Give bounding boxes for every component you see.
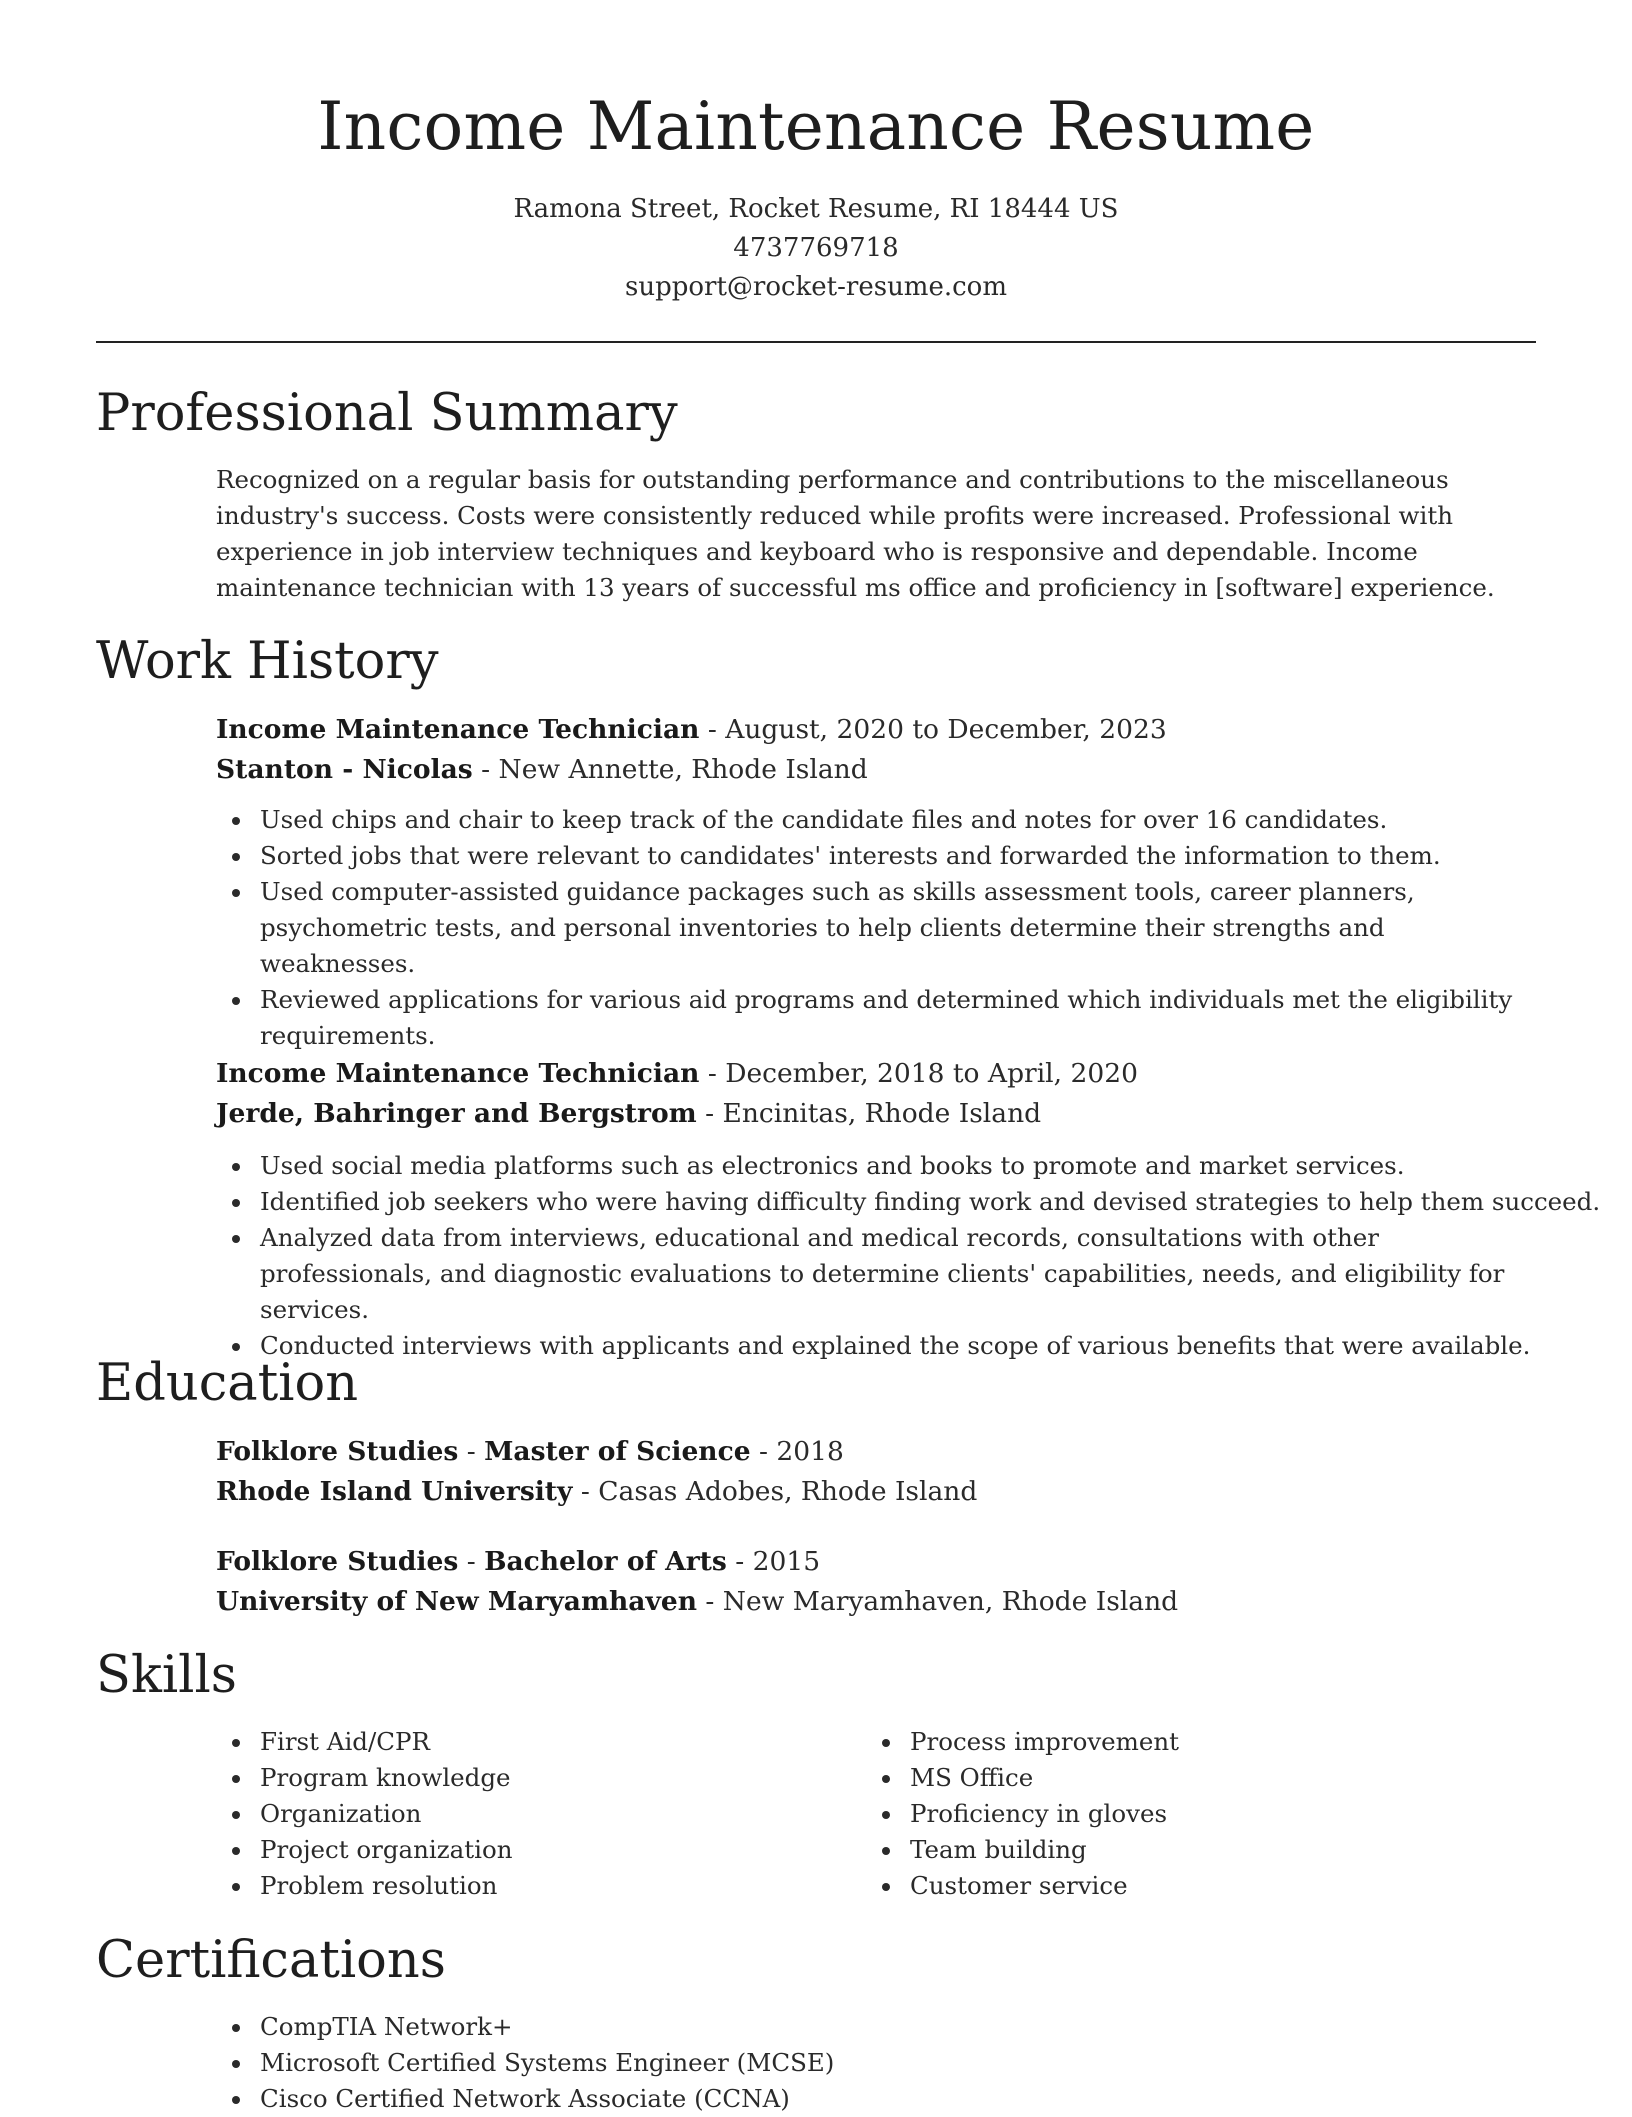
certifications-block — [216, 2009, 1541, 2117]
edu-school: University of New Maryamhaven — [216, 1586, 697, 1617]
work-history-heading: Work History — [96, 632, 439, 691]
skill-item: Customer service — [866, 1868, 1506, 1904]
edu-location: Casas Adobes, Rhode Island — [598, 1476, 978, 1507]
skill-item: Problem resolution — [216, 1868, 856, 1904]
edu-field: Folklore Studies — [216, 1436, 459, 1467]
degree-line — [216, 1432, 1541, 1472]
skills-list — [866, 1724, 1506, 1904]
job-location: New Annette, Rhode Island — [498, 754, 868, 785]
job-bullet: Identified job seekers who were having difficulty finding work and devised strategies to help them succeed. — [216, 1184, 1541, 1220]
job-company-line — [216, 1094, 1541, 1134]
job-company: Jerde, Bahringer and Bergstrom — [216, 1098, 697, 1129]
job-bullet: Conducted interviews with applicants and explained the scope of various benefits that were available. — [216, 1328, 1541, 1364]
certification-item: CompTIA Network+ — [216, 2009, 1541, 2045]
skill-item: Proficiency in gloves — [866, 1796, 1506, 1832]
education-entry — [216, 1542, 1541, 1622]
skills-column-left — [216, 1724, 856, 1904]
skill-item: Project organization — [216, 1832, 856, 1868]
school-line — [216, 1472, 1541, 1512]
job-bullets — [216, 1148, 1601, 1364]
skill-item: First Aid/CPR — [216, 1724, 856, 1760]
skill-item: Program knowledge — [216, 1760, 856, 1796]
job-location: Encinitas, Rhode Island — [722, 1098, 1042, 1129]
certification-item: Cisco Certified Network Associate (CCNA) — [216, 2081, 1541, 2117]
skill-item: Organization — [216, 1796, 856, 1832]
job-title: Income Maintenance Technician — [216, 714, 700, 745]
edu-year: 2015 — [752, 1546, 821, 1577]
job-separator: - — [699, 1058, 726, 1089]
edu-field: Folklore Studies — [216, 1546, 459, 1577]
job-dates: August, 2020 to December, 2023 — [725, 714, 1167, 745]
edu-separator: - — [696, 1586, 723, 1617]
summary-heading: Professional Summary — [96, 384, 678, 443]
job-bullet: Analyzed data from interviews, educational and medical records, consultations with other professionals, and diagnostic evaluations to determine clients' capabilities, needs, and eligibility for services. — [216, 1220, 1541, 1328]
edu-school: Rhode Island University — [216, 1476, 573, 1507]
job-entry — [216, 1054, 1601, 1364]
header-divider — [96, 341, 1536, 343]
job-company: Stanton - Nicolas — [216, 754, 473, 785]
education-entry — [216, 1432, 1541, 1512]
job-bullet: Sorted jobs that were relevant to candidates' interests and forwarded the information to them. — [216, 838, 1541, 874]
edu-separator: - — [458, 1436, 485, 1467]
job-bullet: Used chips and chair to keep track of the candidate files and notes for over 16 candidates. — [216, 802, 1541, 838]
edu-degree: Bachelor of Arts — [484, 1546, 727, 1577]
job-bullet: Used computer-assisted guidance packages such as skills assessment tools, career planners, psychometric tests, and personal inventories to help clients determine their strengths and weaknesses. — [216, 874, 1541, 982]
job-title-line — [216, 1054, 1541, 1094]
job-separator: - — [696, 1098, 723, 1129]
skills-list — [216, 1724, 856, 1904]
certifications-list — [216, 2009, 1541, 2117]
job-entry — [216, 710, 1541, 1054]
contact-phone: 4737769718 — [733, 233, 899, 263]
job-title: Income Maintenance Technician — [216, 1058, 700, 1089]
certification-item: Microsoft Certified Systems Engineer (MCSE) — [216, 2045, 1541, 2081]
certifications-heading: Certifications — [96, 1931, 446, 1990]
edu-separator: - — [572, 1476, 599, 1507]
edu-location: New Maryamhaven, Rhode Island — [722, 1586, 1179, 1617]
edu-separator: - — [750, 1436, 777, 1467]
edu-degree: Master of Science — [484, 1436, 751, 1467]
education-heading: Education — [96, 1354, 359, 1413]
degree-line — [216, 1542, 1541, 1582]
skill-item: Team building — [866, 1832, 1506, 1868]
skill-item: MS Office — [866, 1760, 1506, 1796]
skills-column-right — [866, 1724, 1506, 1904]
edu-year: 2018 — [776, 1436, 844, 1467]
job-bullet: Reviewed applications for various aid programs and determined which individuals met the eligibility requirements. — [216, 982, 1541, 1054]
job-title-line — [216, 710, 1541, 750]
job-bullet: Used social media platforms such as electronics and books to promote and market services. — [216, 1148, 1541, 1184]
job-bullets — [216, 802, 1541, 1054]
summary-text: Recognized on a regular basis for outstanding performance and contributions to the miscellaneous industry's success. Costs were consistently reduced while profits were increased. Professional with experience in job interview techniques and keyboard who is responsive and dependable. Income maintenance technician with 13 years of successful ms office and proficiency in [software] experience. — [216, 465, 1495, 602]
job-separator: - — [699, 714, 726, 745]
resume-title: Income Maintenance Resume — [317, 88, 1315, 165]
edu-separator: - — [458, 1546, 485, 1577]
resume-header — [96, 84, 1536, 307]
contact-email: support@rocket-resume.com — [624, 272, 1007, 302]
skills-heading: Skills — [96, 1646, 237, 1705]
job-company-line — [216, 750, 1541, 790]
contact-address: Ramona Street, Rocket Resume, RI 18444 US — [513, 194, 1119, 224]
school-line — [216, 1582, 1541, 1622]
job-separator: - — [472, 754, 499, 785]
job-dates: December, 2018 to April, 2020 — [725, 1058, 1138, 1089]
edu-separator: - — [726, 1546, 753, 1577]
skill-item: Process improvement — [866, 1724, 1506, 1760]
